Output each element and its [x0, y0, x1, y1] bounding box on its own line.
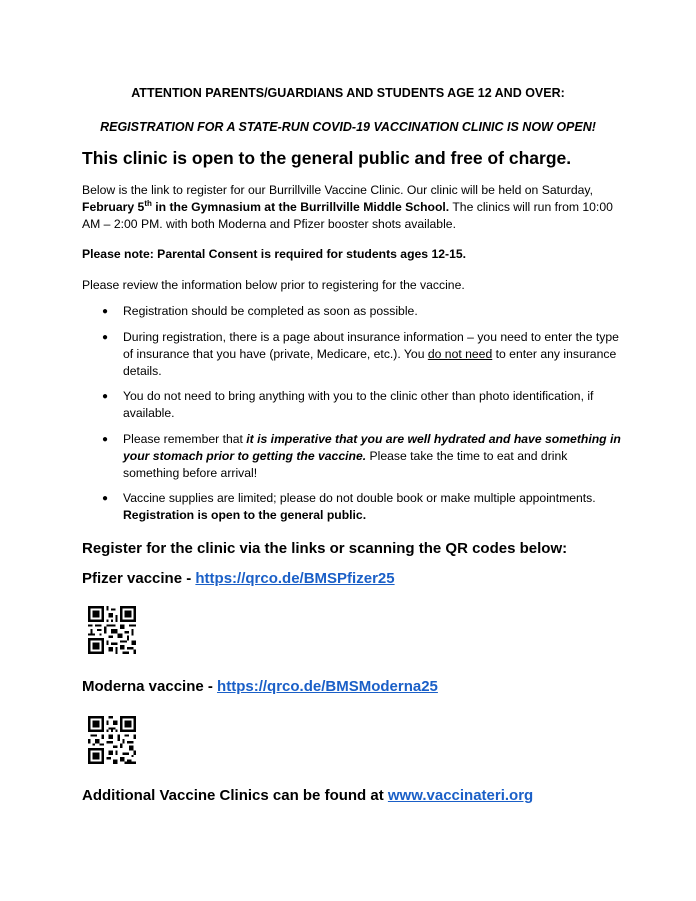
vaccinateri-link[interactable]: www.vaccinateri.org: [387, 787, 534, 804]
list-item: ● Vaccine supplies are limited; please do not double book or make multiple appointments. Registration is open to the general public.: [102, 491, 596, 522]
intro-date: February 5th in the Gymnasium at the Burrillville Middle School.: [82, 198, 450, 214]
open-heading: This clinic is open to the general public and free of charge.: [82, 148, 572, 168]
bullet-icon: ●: [102, 306, 109, 317]
info-bullet-list: [82, 303, 622, 533]
list-item: ● Registration should be completed as soon as possible.: [102, 304, 418, 318]
list-item: ● Please remember that it is imperative that you are well hydrated and have something in your stomach prior to getting the vaccine. Please take the time to eat and drink something before arrival!: [102, 431, 621, 480]
intro-text-a: Below is the link to register for our Burrillville Vaccine Clinic. Our clinic will be held on Saturday,: [82, 183, 593, 197]
moderna-label: Moderna vaccine -: [82, 678, 218, 695]
qr-code-icon[interactable]: [88, 606, 136, 654]
additional-label: Additional Vaccine Clinics can be found at: [82, 787, 388, 804]
attention-heading: ATTENTION PARENTS/GUARDIANS AND STUDENTS AGE 12 AND OVER:: [131, 86, 565, 100]
review-text: Please review the information below prior to registering for the vaccine.: [82, 278, 465, 292]
moderna-line: [82, 678, 438, 695]
bullet-icon: ●: [102, 331, 109, 343]
pfizer-label: Pfizer vaccine -: [82, 570, 196, 587]
register-heading: Register for the clinic via the links or scanning the QR codes below:: [82, 540, 568, 557]
intro-text-b: The clinics will run from 10:00 AM – 2:00 PM. with both Moderna and Pfizer booster shots available.: [82, 200, 613, 231]
list-item: ● During registration, there is a page about insurance information – you need to enter the type of insurance that you have (private, Medicare, etc.). You do not need to enter any insurance details.: [102, 329, 619, 378]
pfizer-line: [82, 570, 395, 587]
pfizer-link[interactable]: https://qrco.de/BMSPfizer25: [195, 570, 395, 587]
moderna-link[interactable]: https://qrco.de/BMSModerna25: [217, 678, 438, 695]
bullet-icon: ●: [102, 493, 109, 504]
qr-code-icon[interactable]: [88, 716, 136, 764]
additional-clinics-line: [82, 787, 533, 804]
registration-heading: REGISTRATION FOR A STATE-RUN COVID-19 VACCINATION CLINIC IS NOW OPEN!: [100, 120, 596, 134]
list-item: ● You do not need to bring anything with you to the clinic other than photo identification, if available.: [102, 389, 594, 420]
parental-consent-note: Please note: Parental Consent is required for students ages 12-15.: [82, 247, 467, 261]
bullet-icon: ●: [102, 391, 109, 402]
intro-paragraph: [82, 182, 622, 233]
bullet-icon: ●: [102, 433, 109, 445]
